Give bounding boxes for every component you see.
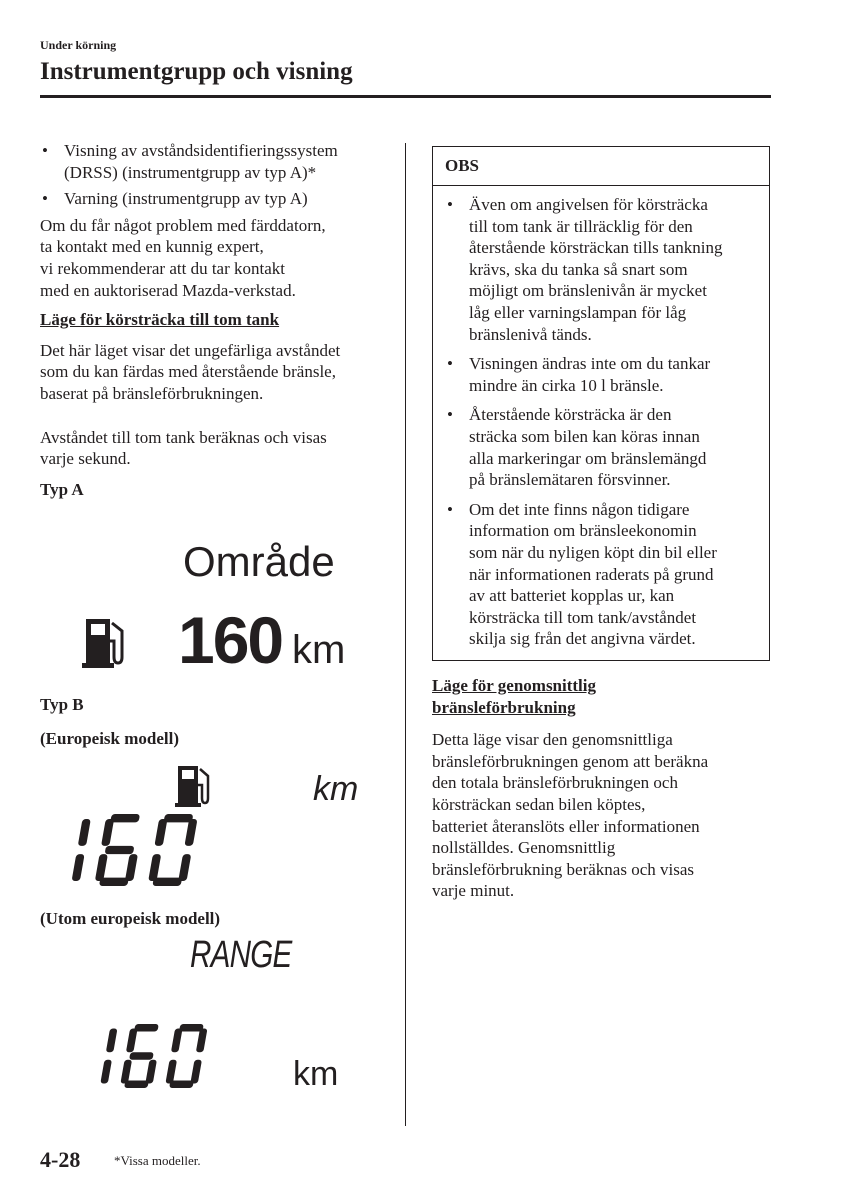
text-line: • Om det inte finns någon tidigare — [469, 499, 690, 519]
text-line: vi rekommenderar att du tar kontakt — [40, 258, 285, 278]
text-line: körsträcka till tom tank/avståndet — [469, 607, 697, 627]
range-label: RANGE — [190, 934, 292, 976]
segment-f — [171, 1028, 183, 1052]
section-heading: Läge för körsträcka till tom tank — [40, 310, 280, 330]
obs-note-box — [432, 146, 770, 661]
text-line: när informationen raderats på grund — [469, 564, 714, 584]
segment-e — [165, 1060, 177, 1084]
segment-c — [72, 854, 85, 881]
non-eu-unit: km — [293, 1055, 339, 1093]
text-line: nollställdes. Genomsnittlig — [432, 838, 616, 858]
range-unit: km — [292, 628, 346, 672]
text-line: möjligt om bränslenivån är mycket — [469, 281, 707, 301]
text-line: Detta läge visar den genomsnittliga — [432, 730, 673, 750]
text-line: (DRSS) (instrumentgrupp av typ A)* — [64, 162, 317, 182]
text-line: • Varning (instrumentgrupp av typ A) — [64, 189, 308, 209]
text-line: av att batteriet kopplas ur, kan — [469, 586, 675, 606]
page-title: Instrumentgrupp och visning — [40, 58, 353, 85]
text-line: • Visning av avståndsidentifieringssystem — [64, 141, 338, 160]
text-line: bränslenivå tänds. — [469, 324, 592, 344]
segment-d — [99, 878, 129, 886]
obs-bullet-item — [445, 404, 759, 490]
segment-b — [184, 819, 197, 846]
text-line: körsträckan sedan bilen köptes, — [432, 794, 646, 814]
obs-title: OBS — [433, 147, 769, 186]
segment-b — [106, 1028, 118, 1052]
bullet-item — [40, 188, 390, 210]
segment-c — [145, 1060, 157, 1084]
text-line: låg eller varningslampan för låg — [469, 302, 687, 322]
text-line: • Återstående körsträcka är den — [469, 405, 672, 425]
non-eu-model-label: (Utom europeisk modell) — [40, 909, 221, 928]
segment-d — [124, 1081, 149, 1088]
segment-f — [154, 819, 167, 846]
text-line: baserat på bränsleförbrukningen. — [40, 383, 264, 403]
text-line: skilja sig från det angivna värdet. — [469, 629, 696, 649]
segment-e — [120, 1060, 132, 1084]
text-line: bränsleförbrukning — [432, 697, 576, 717]
segment-e — [95, 854, 108, 881]
segment-a — [164, 814, 194, 822]
typ-a-label: Typ A — [40, 479, 84, 499]
obs-bullet-item — [445, 353, 759, 396]
text-line: med en auktoriserad Mazda-verkstad. — [40, 280, 296, 300]
page-number: 4-28 — [40, 1147, 81, 1172]
text-line: ta kontakt med en kunnig expert, — [40, 237, 264, 257]
text-line: återstående körsträckan tills tankning — [469, 238, 723, 258]
text-line: varje minut. — [432, 881, 515, 901]
text-line: mindre än cirka 10 l bränsle. — [469, 375, 664, 395]
text-line: bränsleförbrukning beräknas och visas — [432, 859, 695, 879]
text-line: Avståndet till tom tank beräknas och visas — [40, 427, 327, 447]
segment-b — [196, 1028, 207, 1052]
text-line: som du kan färdas med återstående bränsle, — [40, 362, 336, 382]
text-line: till tom tank är tillräcklig för den — [469, 216, 693, 236]
text-line: varje sekund. — [40, 449, 131, 469]
text-line: Läge för genomsnittlig — [432, 676, 597, 695]
text-line: på bränslemätaren försvinner. — [469, 470, 671, 490]
segment-c — [178, 854, 191, 881]
eu-segment-display — [38, 812, 198, 888]
footnote: *Vissa modeller. — [114, 1153, 201, 1168]
paragraph — [432, 729, 772, 902]
text-line: som när du nyligen köpt din bil eller — [469, 542, 717, 562]
title-rule — [40, 95, 771, 98]
text-line: Om du får något problem med färddatorn, — [40, 215, 326, 235]
segment-g — [129, 1052, 154, 1059]
eu-model-label: (Europeisk modell) — [40, 729, 180, 748]
section-label: Under körning — [40, 38, 117, 52]
text-line: • Även om angivelsen för körsträcka — [469, 195, 708, 214]
section-heading — [432, 675, 772, 718]
bullet-item — [40, 140, 390, 183]
segment-a — [134, 1024, 159, 1031]
segment-e — [148, 854, 161, 881]
paragraph — [40, 340, 390, 405]
text-line: batteriet återanslöts eller informationen — [432, 816, 700, 836]
non-eu-segment-display — [72, 1022, 207, 1090]
column-divider — [405, 143, 406, 1126]
text-line: information om bränsleekonomin — [469, 521, 697, 541]
right-column — [432, 675, 772, 902]
paragraph — [40, 215, 390, 301]
obs-bullet-item — [445, 194, 759, 345]
text-line: alla markeringar om bränslemängd — [469, 448, 707, 468]
segment-f — [126, 1028, 138, 1052]
typ-b-label: Typ B — [40, 695, 84, 714]
fuel-pump-icon — [175, 765, 219, 809]
segment-a — [110, 814, 140, 822]
text-line: bränsleförbrukningen genom att beräkna — [432, 751, 709, 771]
fuel-pump-icon — [82, 617, 130, 669]
text-line: den totala bränsleförbrukningen och — [432, 773, 678, 793]
segment-g — [105, 846, 135, 854]
obs-bullet-item — [445, 499, 759, 650]
range-label: Område — [183, 538, 335, 585]
segment-c — [100, 1060, 112, 1084]
segment-b — [78, 819, 91, 846]
text-line: sträcka som bilen kan köras innan — [469, 426, 700, 446]
segment-c — [125, 854, 138, 881]
text-line: • Visningen ändras inte om du tankar — [469, 354, 711, 374]
segment-f — [101, 819, 114, 846]
segment-c — [190, 1060, 202, 1084]
paragraph — [40, 427, 390, 470]
eu-unit: km — [313, 770, 359, 808]
text-line: Det här läget visar det ungefärliga avståndet — [40, 340, 341, 360]
range-value: 160 — [178, 603, 283, 677]
left-column — [40, 140, 390, 500]
segment-d — [152, 878, 182, 886]
text-line: krävs, ska du tanka så snart som — [469, 259, 688, 279]
